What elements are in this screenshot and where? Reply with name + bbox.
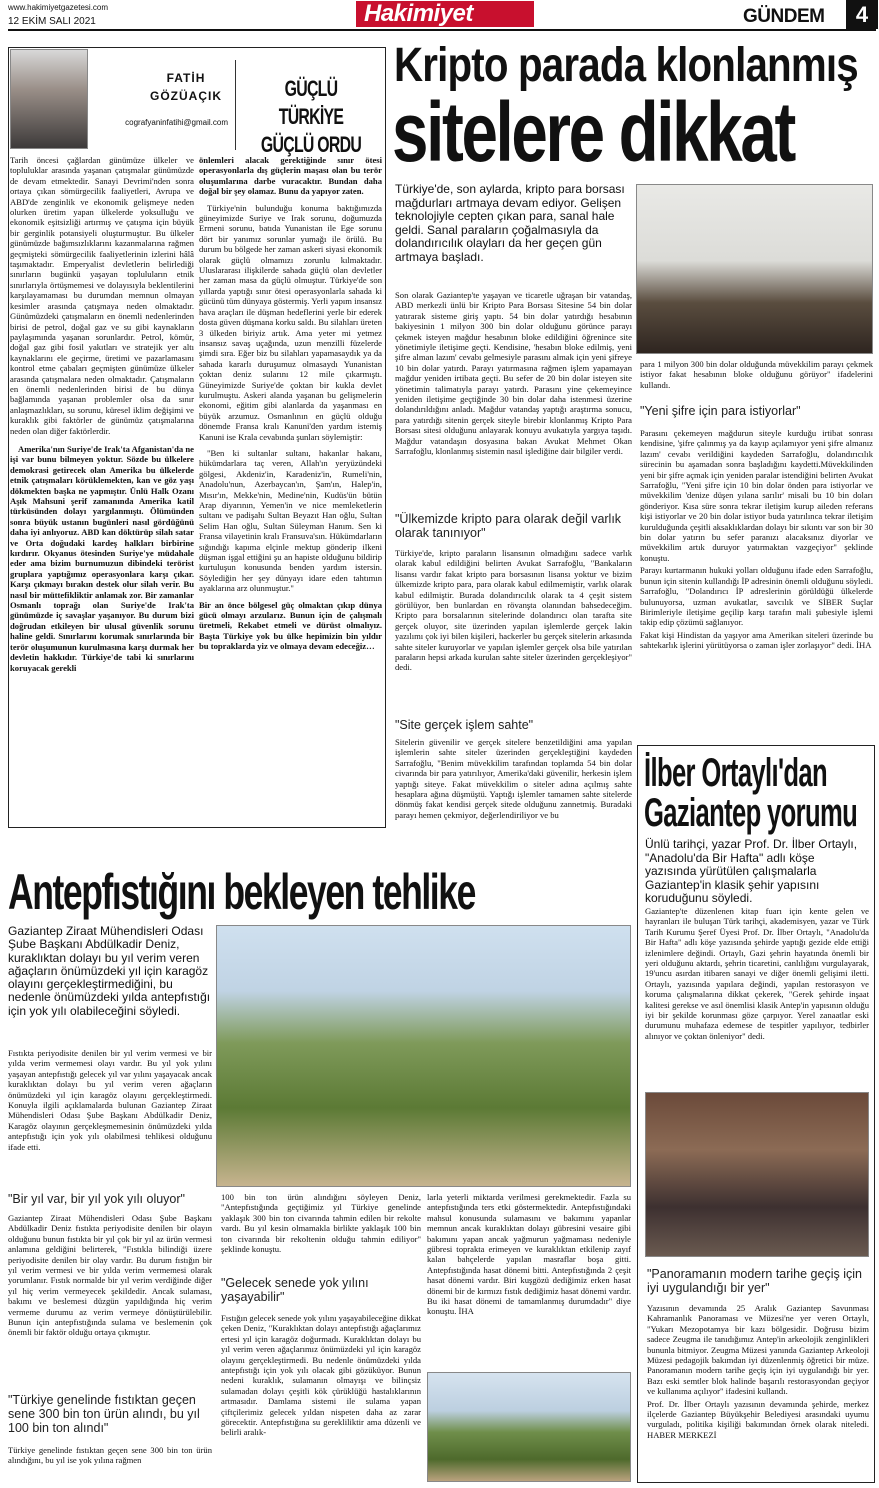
antep-headline: Antepfıstığını bekleyen tehlike <box>8 864 475 920</box>
author-first-name: FATİH <box>166 71 206 85</box>
ilber-paragraph: Prof. Dr. İlber Ortaylı yazısının devamında şehirde, merkez ilçelerde Gaziantep Büyükşehir Belediyesi arasındaki uyumu vurguladı, politika kişiliği bakımından örnek olarak niteledi. HABER MERKEZİ <box>647 1398 869 1440</box>
issue-date: 12 EKİM SALI 2021 <box>8 16 96 27</box>
kripto-paragraph: Son olarak Gaziantep'te yaşayan ve ticaretle uğraşan bir vatandaş, ABD merkezli ünlü bir Kripto Para Borsası Sitesine 54 bin dolar yatırarak sisteme giriş yaptı. 54 bin dolar yatırdığı hesabının bakiyesinin 1 milyon 300 bin dolar olduğunu görünce parayı çekmek isteyen mağdur hesabının bloke edildiğini öğrenince site yönetimiyle iletişime geçti. Kendisine, 'hesabın bloke edilmiş, yeni şifre alman lazım' cevabı gelmesiyle parasını almak için yeni şifreye 10 bin dolar yatırdı. Parayı yatırmasına rağmen işlem yapamayan mağdur yeniden irtibata geçti. Bu sefer de 20 bin dolar isteyen site yönetimin talimatıyla parayı yatırdı. Parasını yine çekemeyince yeniden iletişime geçtiğinde 30 bin dolar daha istenmesi üzerine dolandırıldığını anladı. Mağdur vatandaş yaptığı araştırma sonucu, para yatırdığı sitenin gerçek siteyle birebir klonlanmış Kripto Para Borsası sitesi olduğunu anlayarak konuyu avukatıyla yargıya taşıdı. Mağdur vatandaşın dosyasına bakan Avukat Mehmet Okan Sarrafoğlu, klonlanmış sistemin nasıl işlediğine dair bilgiler verdi. <box>395 290 632 457</box>
antep-col1a <box>8 1048 212 1183</box>
ilber-subhead: "Panoramanın modern tarihe geçiş için iyi uygulandığı bir yer" <box>647 1267 862 1295</box>
kripto-headline-line2: sitelere dikkat <box>392 85 794 179</box>
kripto-col2b <box>640 428 873 733</box>
page-number: 4 <box>846 0 878 29</box>
column-paragraph: Amerika'nın Suriye'de Irak'ta Afganistan'da ne işi var bunu bilmeyen yoktur. Sözde bu ülkelere demokrasi getirecek olan Amerika bu ülkelerde etnik çatışmaları körüklemekten, kan ve göz yaşı dökmekten başka ne yapmıştır. Ünlü Halk Ozanı Aşık Mahsuni şerif zamanında Amerika katil türküsünden dolayı yargılanmıştı. Ölümünden sonra büyük ustanın bugünleri nasıl gördüğünü daha iyi anlıyoruz. ABD kan döktürüp silah satar ve Orta doğudaki kardeş halkları birbirine kırdırır. Okyanus ötesinden Suriye'ye müdahale eder ama bizim burnumuzun dibindeki terörist gruplara yaptığımız operasyonlara karşı çıkar. Karşı çıkmayı bırakın destek olur silah verir. Bu nasıl bir müttefikliktir anlamak zor. Bir zamanlar Osmanlı toprağı olan Suriye'de Irak'ta günümüzde iç savaşlar yaşanıyor. Bu durum bizi doğrudan etkileyen bir ulusal güvenlik sorunu haline geldi. Sınırlarını korumak sınırlarında bir terör oluşumunun kurulmasına karşı durmak her devletin hakkıdır. Türkiye'de tabi ki sınırlarını koruyacak gerekli <box>10 443 194 673</box>
orchard-photo <box>427 1372 631 1482</box>
ilber-col2 <box>647 1303 869 1479</box>
kripto-lead: Türkiye'de, son aylarda, kripto para borsası mağdurları artmaya devam ediyor. Gelişen teknolojiyle cepten çıkan para, sanal hale geldi. Sanal paraların çoğalmasıyla da dolandırıcılık olayları da her geçen gün artmaya başladı. <box>395 182 625 264</box>
column-paragraph: önlemleri alacak gerektiğinde sınır ötesi operasyonlarla dış güçlerin maşası olan bu terör oluşumlarına darbe vuracaktır. Bundan daha doğal bir şey olamaz. Bunu da yapıyor zaten. <box>199 155 382 197</box>
section-label: GÜNDEM <box>743 6 825 27</box>
kripto-paragraph: Sitelerin güvenilir ve gerçek sitelere benzetildiğini ama yapılan işlemlerin sahte siteler üzerinden gerçekleştiğini kaydeden Sarrafoğlu, "Benim müvekkilim tarafından toplamda 54 bin dolar civarında bir para yatırılıyor, Amerika'daki güvenilir, herkesin işlem yaptığı siteye. Fakat müvekkilim o siteler adına açılmış sahte hesaplara ağına düşmüştü. Yaptığı işlemler tamamen sahte sitelerde dönmüş fakat kendisi gerçek sitede olduğunu zannetmiş. Buradaki parayı hemen çekmiyor, değerlendiriliyor ve bu <box>395 737 632 820</box>
antep-col2a <box>221 1192 421 1270</box>
antep-col1b <box>8 1213 212 1383</box>
site-url[interactable]: www.hakimiyetgazetesi.com <box>8 3 109 12</box>
kripto-paragraph: Fakat kişi Hindistan da yaşıyor ama Amerikan siteleri üzerinde bu sahtekarlık işlerini yürütüyorsa o zaman işler zorlaşıyor" dedi. İHA <box>640 629 873 651</box>
antep-paragraph: Fıstıkta periyodisite denilen bir yıl verim vermesi ve bir yılda verim vermemesi olayı vardır. Bu yıl yok yılını yaşayan antepfıstığı gelecek yıl var yılını yaşayacak ancak kuraklıktan dolayı bu yıl verim veren ağaçların önümüzdeki yıl için karagöz olayını gerçekleştirmedi. Konuyla ilgili açıklamalarda bulunan Gaziantep Ziraat Mühendisleri Odası Şube Başkanı Abdülkadir Deniz, Karagöz olayının gerçekleşmemesinin önümüzdeki yılda antepfıstığı için yok yılı olabilmesi tehlikesi olduğunu ifade etti. <box>8 1048 212 1152</box>
kripto-headline-line1: Kripto parada klonlanmış <box>394 39 858 92</box>
author-photo <box>10 49 88 149</box>
kripto-col2a <box>640 359 873 389</box>
kripto-paragraph: para 1 milyon 300 bin dolar olduğunda müvekkilim parayı çekmek istiyor fakat hesabının bloke olduğunu görüyor" ifadelerini kullandı. <box>640 359 873 390</box>
column-paragraph: Tarih öncesi çağlardan günümüze ülkeler ve topluluklar arasında yaşanan çatışmalar günümüzde de devam etmektedir. Sanayi Devrimi'nden sonra ortaya çıkan sömürgecilik faaliyetleri, Avrupa ve ABD'de zenginlik ve ekonomik gelişmeye neden olurken üretim yapan ülkelerde yoksulluğu ve ekonomik eşitsizliği artırmış ve çatışma için büyük bir gerginlik potansiyeli oluşturmuştur. Bu ülkeler günümüzde bağımsızlıklarını kazanmalarına rağmen geçmişteki sömürgecilik faaliyetlerinin izlerini hâlâ taşımaktadır. Emperyalist devletlerin belirlediği sınırların bugünkü yaşayan topluluların etnik sınırlarıyla örtüşmemesi ve dolayısıyla beklentilerini karşılayamaması bu durumdan memnun olmayan kesimler arasında çatışmaya neden olmaktadır. Günümüzdeki çatışmaların en önemli nedenlerinden birisi de petrol, doğal gaz ve su gibi kaynakların paylaşımında yaşanan sorunlardır. Petrol, kömür, doğal gaz gibi fosil yakıtları ve stratejik yer altı kaynaklarını ele geçirme, üretimi ve pazarlamasını kontrol etme çabaları geçmişten günümüze ülkeler arasında çatışmalara neden olmaktadır. Çatışmaların en önemli nedenlerinden birisi de bu dünya bağlamında yaşanan problemler olsa da sınır anlaşmazlıkları, su sorunu, küresel iklim değişimi ve kuraklık gibi faktörler de günümüz çatışmalarına neden olan diğer faktörlerdir. <box>10 155 194 436</box>
column-divider <box>235 60 236 150</box>
antep-col1c <box>8 1445 212 1483</box>
author-last-name: GÖZÜAÇIK <box>150 89 222 103</box>
kripto-col1 <box>395 290 632 505</box>
kripto-paragraph: Türkiye'de, kripto paraların lisansının olmadığını sadece varlık olarak kabul edildiğini belirten Avukat Sarrafoğlu, "Bankaların lisansı vardır fakat kripto para borsasının lisansı yoktur ve bizim ülkemizde kripto para, para olarak kabul edilmemiştir, varlık olarak kabul edilmiştir. Burada dolandırıcılık olarak ta 4 çeşit sistem görülüyor, ben bunlardan en rövanşta olanından bahsedeceğim. Kripto para borsalarının sitelerinde dolandırıcı olan tarafta site gerçek oluyor, site üzerinden yapılan işlemlerde gerçek lakin yazılımı çok iyi bilen kişileri, hackerler bu gerçek sitelerin arkasında sahte siteler kuruyorlar ve yapılan işlemler gerçek olsa bile yatırılan paraların hepsi arkada kurulan sahte siteler üzerinden gerçekleşiyor" dedi. <box>395 548 632 673</box>
antep-lead: Gaziantep Ziraat Mühendisleri Odası Şube Başkanı Abdülkadir Deniz, kuraklıktan dolayı bu yıl verim veren ağaçların önümüzdeki yıl için karagöz olayını gerçekleştirmediğini, bu nedenle önümüzdeki yılda antepfıstığı için yok yılı olabileceğini söyledi. <box>8 924 211 1018</box>
antep-paragraph: Gaziantep Ziraat Mühendisleri Odası Şube Başkanı Abdülkadir Deniz fıstıkta periyodisite denilen bir olayın olduğunu bunun fıstıkta bir yıl çok bir yıl az ürün vermesi anlamına geldiğini belirterek, "Fıstıkla bilindiği üzere periyodisite denilen bir olay vardır. Bu durum fıstığın bir yıl verim vermesi ve bir yılda verim vermemesi olarak yorumlanır. Fıstık normalde bir yıl verim verdiğinde diğer yıl hiç verim vermeyecek şekildedir. Ancak sulaması, bakımı ve beslemesi düzgün yapıldığında hiç verim vermeme durumu az verim vermeye dönüştürülebilir. Bunun için antepfıstığında sulama ve beslemenin çok önemli bir faktör olduğu ortaya çıkmıştır. <box>8 1213 212 1338</box>
column-quote: "Ben ki sultanlar sultanı, hakanlar hakanı, hükümdarlara taç veren, Allah'ın yeryüzündeki gölgesi, Akdeniz'in, Karadeniz'in, Rumeli'nin, Anadolu'nun, Azerbaycan'ın, Şam'ın, Halep'in, Mısır'ın, Mekke'nin, Medine'nin, Kudüs'ün bütün Arap diyarının, Yemen'in ve nice memleketlerin sultanı ve padişahı Sultan Beyazıt Han oğlu, Sultan Selim Han oğlu, Sultan Süleyman Hanım. Sen ki Fransa vilayetinin kralı Fransuva'sın. Hükümdarların sığındığı kapıma elçinle mektup gönderip ilkeni düşman işgal ettiğini şu an hapiste olduğunu bildirip kurtuluşun konusunda benden yardım istersin. Söylediğin her şey dünyayı idare eden tahtımın ayaklarına arz olunmuştur." <box>199 447 382 594</box>
antep-paragraph: Fıstığın gelecek senede yok yılını yaşayabileceğine dikkat çeken Deniz, "Kuraklıktan dolayı antepfıstığı ağaçlarımız ertesi yıl için karagöz doğurmadı. Kuraklıktan dolayı bu yıl verim veren ağaçlarımız önümüzdeki yıl için karagöz olayını gerçekleştirmedi. Bu nedenle önümüzdeki yılda antepfıstığı için yok yılı olacak gibi gözüküyor. Bunun nedeni kuraklık, sulamanın olmayışı ve bilinçsiz sulamadan dolayı çeşitli kök çürüklüğü hastalıklarının artmasıdır. Damlama sistemi ile sulama yapan çiftçilerimiz gelecek yıldan nispeten daha az zarar görecektir. Antepfıstığına su gerekliliktir ama düzenli ve belirli aralık- <box>221 1313 421 1438</box>
ilber-paragraph: Gaziantep'te düzenlenen kitap fuarı için kente gelen ve hayranları ile buluşan Türk tarihçi, akademisyen, yazar ve Türk Tarih Kurumu Şeref Üyesi Prof. Dr. İlber Ortaylı, "Anadolu'da Bir Hafta" adlı köşe yazısında şehirde yaptığı gezide elde ettiği izlenimlere değindi. Ortaylı, Gazi şehrin hayatında önemli bir yeri olduğunu aktardı, şehrin ticaretini, canlılığını vurgulayarak, 19'uncu asırdan itibaren sanayi ve diğer önemli gelişimi iletti. Ortaylı, yazısında yapılara değindi, yapılan restorasyon ve koruma çalışmalarına dikkat çekerek, "Gerek şehirde inşaat kalitesi gerekse ve asıl önemlisi klasik Antep'in yapısının olduğu iyi bir şekilde korunması göze çarpıyor. Yerel zanaatlar eski durumunu muhafaza edemese de tespitler yapılıyor, tedbirler alınıyor ve çoktan önleniyor" dedi. <box>645 906 869 1041</box>
antep-paragraph: 100 bin ton ürün alındığını söyleyen Deniz, "Antepfıstığında geçtiğimiz yıl Türkiye genelinde yaklaşık 300 bin ton civarında tahmin edilen bir rekolte vardı. Bu yıl kesin olmamakla birlikte yaklaşık 100 bin ton civarında bir rekoltenin olduğu tahmin ediliyor" şeklinde konuştu. <box>221 1192 421 1255</box>
kripto-subhead-2: "Site gerçek işlem sahte" <box>395 718 534 732</box>
kripto-paragraph: Parayı kurtarmanın hukuki yolları olduğunu ifade eden Sarrafoğlu, bunun için sitenin kullandığı İP adresinin önemli olduğunu söyledi. Sarrafoğlu, "Dolandırıcı İP adreslerinin görüldüğü ülkelerde bulunuyorsa, uzman avukatlar, savcılık ve SİBER Suçlar Birimleriyle iletişime geçilip karşı tarafın mali şubesiyle işlemi takip edip çözümü sağlanıyor. <box>640 565 873 628</box>
column-title-line1: GÜÇLÜ TÜRKİYE <box>278 76 344 129</box>
pistachio-photo <box>216 925 631 1187</box>
kripto-col1b <box>395 548 632 716</box>
antep-paragraph: Türkiye genelinde fıstıktan geçen sene 300 bin ton ürün alındığını, bu yıl ise yok yılına rağmen <box>8 1445 212 1466</box>
column-title-line2: GÜÇLÜ ORDU <box>260 132 362 157</box>
ilber-headline-line1: İlber Ortaylı'dan <box>644 751 827 795</box>
ilber-paragraph: Yazısının devamında 25 Aralık Gaziantep Savunması Kahramanlık Panoraması ve Müzesi'ne yer veren Ortaylı, "Yukarı Mezopotamya bir kazı bölgesidir. Doğrusu bizim sadece Zeugma ile tanıdığımız Antep'in arkeolojik zenginlikleri bununla bitmiyor. Zeugma Müzesi yanında Gaziantep Arkeoloji Müzesi pedagojik bakımdan iyi düzenlenmiş öğretici bir müze. Panoramanın modern tarihe geçiş için iyi uygulandığı bir yer. Bazı eski semtler blok halinde başarılı restorasyondan geçiyor ve kullanıma açılıyor" ifadesini kullandı. <box>647 1303 869 1397</box>
masthead-logo <box>356 1 534 27</box>
kripto-col1c <box>395 737 632 825</box>
logo-text: Hakimiyet <box>364 0 473 27</box>
antep-col2b <box>221 1313 421 1483</box>
header-rule <box>8 29 876 31</box>
ilber-lead: Ünlü tarihçi, yazar Prof. Dr. İlber Ortaylı, "Anadolu'da Bir Hafta" adlı köşe yazısında yürütülen çalışmalarla Gaziantep'in klasik şehir yapısını koruduğunu söyledi. <box>645 837 858 905</box>
ilber-headline-line2: Gaziantep yorumu <box>644 791 858 835</box>
kripto-subhead-3: "Yeni şifre için para istiyorlar" <box>640 404 801 418</box>
ilber-col <box>645 906 869 1084</box>
column-title <box>258 75 363 159</box>
antep-subhead-2: "Türkiye genelinde fıstıktan geçen sene 300 bin ton ürün alındı, bu yıl 100 bin ton alındı" <box>8 1393 200 1435</box>
column-paragraph: Türkiye'nin bulunduğu konuma baktığımızda güneyimizde Suriye ve Irak sorunu, doğumuzda Ermeni sorunu, batıda Yunanistan ile Ege sorunu dört bir yanımız sorunlar yumağı ile örülü. Bu durum bu bölgede her zaman askeri siyasi ekonomik olarak güçlü olmamızı zorunlu kılmaktadır. Uluslararası ilişkilerde sahada güçlü olan devletler her zaman masa da güçlü olmuştur. Türkiye'de son yıllarda yaptığı sınır ötesi operasyonlarla sahada ki gücünü tüm dünyaya göstermiş. Yerli yapım insansız hava araçları ile düşman hedeflerini yerle bir ederek dosta güven düşmana korku saldı. Bu silahları üreten 3 ülkeden biriyiz artık. Ama yeter mi yetmez insansız savaş uçağında, uzun menzilli füzelerde şimdi sıra. Eğer biz bu silahları yapamasaydık ya da sahada kararlı duruşumuz olmasaydı Yunanistan çoktan deniz sularını 12 mile çıkarmıştı. Güneyimizde Suriye'de çoktan bir kukla devlet kurulmuştu. Askeri alanda yaşanan bu gelişmelerin ekonomi, eğitim gibi alanlarda da yaşanması en büyük arzumuz. Osmanlının en güçlü olduğu dönemde Fransa kralı Kanuni'den yardım istemiş Kanuni ise Krala cevabında şunları söylemiştir: <box>199 202 382 442</box>
antep-col3 <box>427 1192 631 1367</box>
column-col2 <box>199 155 382 823</box>
column-col1 <box>10 155 194 823</box>
author-email[interactable]: cografyaninfatihi@gmail.com <box>125 118 228 127</box>
antep-subhead-1: "Bir yıl var, bir yıl yok yılı oluyor" <box>8 1192 185 1206</box>
kripto-paragraph: Parasını çekemeyen mağdurun siteyle kurduğu irtibat sonrası kendisine, 'şifre çalınmış ya da kayıp açılamıyor yeni şifre almanız lazım' cevabı verildiğini kaydeden Sarrafoğlu, dolandırıcılık sürecinin bu aşamadan sonra başladığını kaydetti.Müvekkilinden yeni bir şifre açmak için yeniden paralar istendiğini belirten Avukat Sarrafoğlu, "Yeni şifre için 10 bin dolar önden para istiyorlar ve müvekkilim 'denize düşen yılana sarılır' misali bu 10 bin doları gönderiyor. Kısa süre sonra tekrar iletişim kurup aileden referans kişi istiyorlar ve 20 bin dolar istiyor buda yatırılınca tekrar iletişim kurulduğunda çeşitli aksaklıklardan dolayı bir sıkıntı var son bir 30 bin dolar yatırın bu sefer paranızı alacaksınız diyorlar ve müvekkilim artık duruyor yatırmaktan vazgeçiyor" şeklinde konuştu. <box>640 428 873 563</box>
ilber-photo <box>645 1092 869 1257</box>
kripto-subhead-1: "Ülkemizde kripto para olarak değil varlık olarak tanınıyor" <box>395 512 622 540</box>
antep-subhead-3: "Gelecek senede yok yılını yaşayabilir" <box>221 1276 369 1304</box>
antep-paragraph: larla yeterli miktarda verilmesi gerekmektedir. Fazla su antepfıstığında ters etki göstermektedir. Antepfıstığındaki mahsul konusunda sulamasını ve bakımını yapanlar memnun ancak kuraklıktan dolayı gübresini vesaire gibi bakımını yapan ancak yağmurun yağmaması nedeniyle gübresi toprakta erimeyen ve kuraklıktan etkilenip zayıf kalan bahçelerde yapılan masraflar boşa gitti. Antepfıstığında hasat dönemi bitti. Antepfıstığında 2 çeşit hasat dönemi vardır. Biri kuşgözü dediğimiz erken hasat dönemi bir de kırmızı fıstık dediğimiz hasat dönemi vardır. Bu iki hasat dönemi de tamamlanmış durumdadır" diye konuştu. İHA <box>427 1192 631 1317</box>
lawyer-photo <box>636 184 873 354</box>
column-paragraph: Bir an önce bölgesel güç olmaktan çıkıp dünya gücü olmayı arzularız. Bunun için de çalışmalı üretmeli, Rekabet etmeli ve dürüst olmalıyız. Başta Türkiye yok bu ülke hepimizin bin yıldır bu topraklarda yiz ve olmaya devam edeceğiz… <box>199 599 382 652</box>
